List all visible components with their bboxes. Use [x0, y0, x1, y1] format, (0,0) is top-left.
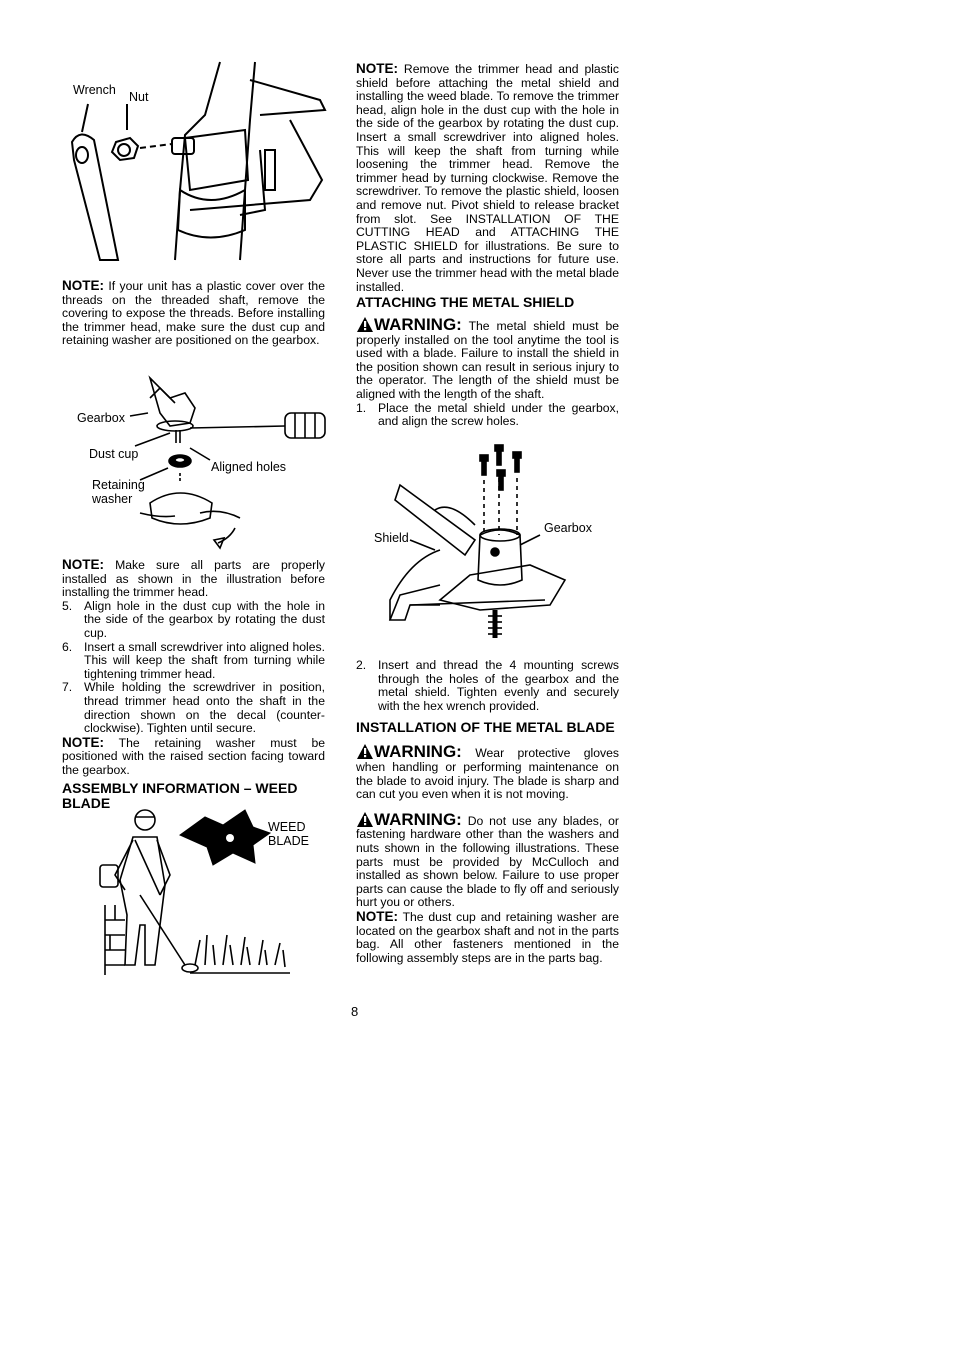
dust-cup-label: Dust cup: [89, 447, 139, 461]
warning-icon: [356, 316, 374, 333]
section-heading-metal-shield: ATTACHING THE METAL SHIELD: [356, 294, 575, 311]
wrench-label: Wrench: [73, 83, 116, 97]
note-label: NOTE:: [62, 557, 104, 572]
right-lower-text: [356, 659, 619, 965]
step-text: Align hole in the dust cup with the hole in the side of the gearbox by rotating the dust cup.: [84, 598, 325, 640]
note-text: The retaining washer must be positioned with the raised section facing toward the gearbox.: [62, 735, 325, 777]
list-item: [62, 600, 325, 641]
shield-gearbox-illustration: [380, 440, 580, 645]
steps-list: [356, 402, 619, 429]
list-item: [62, 641, 325, 682]
note-parts-installed: [62, 558, 325, 600]
note-text: If your unit has a plastic cover over the threads on the threaded shaft, remove the covering to expose the threads. Before installing the trimmer head, make sure the dust cup and retaining washer are positioned on the gearbox.: [62, 279, 325, 348]
wrench-nut-illustration: [60, 60, 330, 265]
note-remove-trimmer-head: [356, 62, 619, 294]
warning-label: WARNING:: [374, 315, 462, 335]
shield-label: Shield: [374, 531, 409, 545]
weed-label: WEED: [268, 820, 306, 834]
step-number: 1.: [356, 400, 367, 415]
gearbox-label: Gearbox: [77, 411, 125, 425]
note-dust-cup-location: [356, 910, 619, 965]
step-number: 2.: [356, 658, 367, 672]
note-plastic-cover: [62, 279, 325, 348]
page-number: 8: [351, 1004, 359, 1019]
note-label: NOTE:: [62, 278, 104, 293]
warning-icon: [356, 743, 374, 760]
washer-label: washer: [92, 492, 133, 506]
retaining-label: Retaining: [92, 478, 145, 492]
warning-label: WARNING:: [374, 742, 462, 762]
blade-label: BLADE: [268, 834, 309, 848]
aligned-holes-label: Aligned holes: [211, 460, 287, 474]
note-label: NOTE:: [356, 908, 398, 924]
note-retaining-washer: [62, 736, 325, 778]
gearbox-label: Gearbox: [544, 521, 592, 535]
step-text: Insert and thread the 4 mounting screws through the holes of the gearbox and the metal shield. Tighten evenly and securely with the hex wrench provided.: [378, 658, 619, 713]
list-item: [62, 681, 325, 735]
nut-label: Nut: [129, 90, 149, 104]
warning-blades-hardware: [356, 811, 619, 910]
step-text: Insert a small screwdriver into aligned holes. This will keep the shaft from turning while tightening trimmer head.: [84, 639, 325, 681]
list-item: [356, 402, 619, 429]
warning-label: WARNING:: [374, 809, 462, 829]
gearbox-dustcup-illustration: [130, 368, 330, 553]
section-heading-metal-blade: INSTALLATION OF THE METAL BLADE: [356, 719, 615, 736]
step-number: 7.: [62, 680, 73, 695]
note-label: NOTE:: [62, 734, 104, 750]
warning-icon: [356, 811, 374, 828]
left-lower-text: [62, 558, 325, 811]
weed-blade-illustration: [95, 805, 295, 980]
warning-text: Do not use any blades, or fastening hardware other than the washers and nuts shown in the following illustrations. These parts must be provided by McCulloch and installed as shown below. Failure to use proper parts can cause the blade to fly off and seriously hurt you or others.: [356, 813, 619, 910]
step-number: 5.: [62, 598, 73, 613]
right-upper-text: [356, 62, 619, 429]
list-item: [356, 659, 619, 713]
steps-list: [62, 600, 325, 736]
warning-protective-gloves: [356, 743, 619, 801]
step-text: While holding the screwdriver in position, thread trimmer head onto the shaft in the direction shown on the decal (counter-clockwise). Tighten until secure.: [84, 680, 325, 736]
steps-list: [356, 659, 619, 713]
warning-metal-shield: [356, 316, 619, 402]
step-text: Place the metal shield under the gearbox, and align the screw holes.: [378, 400, 619, 429]
note-label: NOTE:: [356, 61, 398, 76]
warning-text: Wear protective gloves when handling or performing maintenance on the blade to avoid injury. The blade is sharp and can cut you even when it is not moving.: [356, 746, 619, 802]
section-heading-weed-blade: ASSEMBLY INFORMATION – WEED BLADE: [62, 779, 298, 811]
step-number: 6.: [62, 639, 73, 654]
warning-text: The metal shield must be properly installed on the tool anytime the tool is used with a blade. Failure to install the shield in the position shown can result in serious injury to the operator. The length of the shield must be aligned with the length of the shaft.: [356, 319, 619, 402]
note-text: The dust cup and retaining washer are located on the gearbox shaft and not in the parts bag. All other fasteners mentioned in the following assembly steps are in the parts bag.: [356, 909, 619, 965]
note-text: Make sure all parts are properly installed as shown in the illustration before installing the trimmer head.: [62, 558, 325, 600]
note-text: Remove the trimmer head and plastic shield before attaching the metal shield and installing the weed blade. To remove the trimmer head, align hole in the dust cup with the hole in the side of the gearbox by rotating the dust cup. Insert a small screwdriver into aligned holes. This will keep the shaft from turning while loosening the trimmer head. Remove the trimmer head by turning clockwise. Remove the screwdriver. To remove the plastic shield, loosen and remove nut. Pivot shield to release bracket from slot. See INSTALLATION OF THE CUTTING HEAD and ATTACHING THE PLASTIC SHIELD for illustrations. Be sure to store all parts and instructions for future use. Never use the trimmer head with the metal blade installed.: [356, 62, 619, 294]
